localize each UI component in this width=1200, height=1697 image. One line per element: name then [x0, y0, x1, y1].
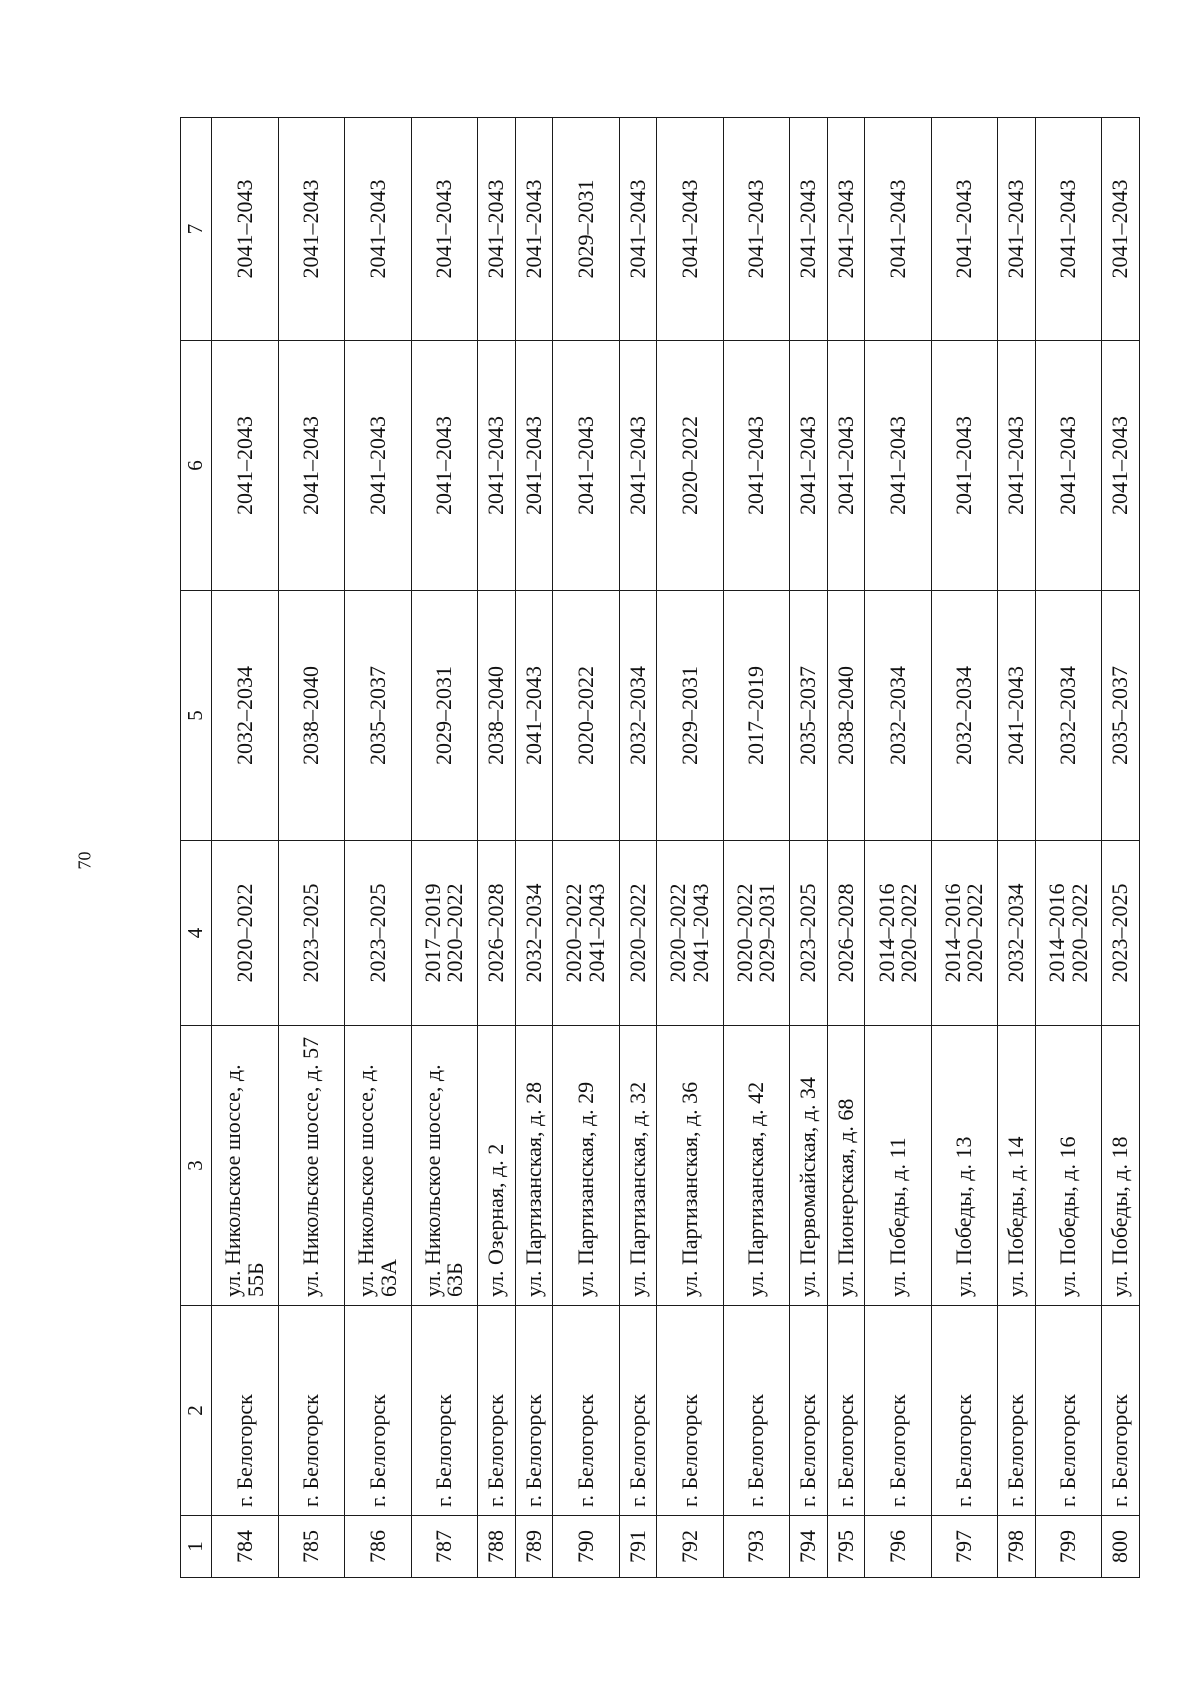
row-number-cell: 787	[411, 1516, 478, 1578]
table-row	[657, 118, 724, 1578]
period-column-6-cell: 2041–2043	[1102, 341, 1140, 591]
period-column-7-cell: 2041–2043	[278, 118, 345, 341]
city-cell: г. Белогорск	[790, 1306, 828, 1516]
address-cell: ул. Никольское шоссе, д. 57	[278, 1026, 345, 1306]
row-number-cell: 789	[515, 1516, 553, 1578]
table-row	[411, 118, 478, 1578]
address-cell: ул. Никольское шоссе, д. 63Б	[411, 1026, 478, 1306]
period-column-7-cell: 2041–2043	[827, 118, 865, 341]
period-column-4-cell: 2023–2025	[345, 841, 412, 1026]
address-cell: ул. Никольское шоссе, д. 63А	[345, 1026, 412, 1306]
city-cell: г. Белогорск	[619, 1306, 657, 1516]
row-number-cell: 799	[1035, 1516, 1102, 1578]
period-column-6-cell: 2041–2043	[515, 341, 553, 591]
address-cell: ул. Победы, д. 14	[998, 1026, 1036, 1306]
period-column-6-cell: 2041–2043	[619, 341, 657, 591]
row-number-cell: 800	[1102, 1516, 1140, 1578]
capital-repair-schedule-table	[180, 117, 1140, 1578]
period-column-6-cell: 2041–2043	[723, 341, 790, 591]
period-column-7-cell: 2041–2043	[998, 118, 1036, 341]
period-column-6-cell: 2041–2043	[478, 341, 516, 591]
table-header-row	[181, 118, 212, 1578]
period-column-4-cell: 2023–2025	[1102, 841, 1140, 1026]
table-row	[478, 118, 516, 1578]
table-row	[515, 118, 553, 1578]
address-cell: ул. Первомайская, д. 34	[790, 1026, 828, 1306]
period-column-4-cell: 2020–2022 2041–2043	[657, 841, 724, 1026]
period-column-4-cell: 2026–2028	[827, 841, 865, 1026]
period-column-7-cell: 2041–2043	[345, 118, 412, 341]
period-column-4-cell: 2020–2022 2041–2043	[553, 841, 620, 1026]
period-column-5-cell: 2017–2019	[723, 591, 790, 841]
period-column-5-cell: 2029–2031	[657, 591, 724, 841]
period-column-4-cell: 2020–2022	[212, 841, 279, 1026]
period-column-7-cell: 2041–2043	[723, 118, 790, 341]
table-row	[212, 118, 279, 1578]
column-header-6: 6	[181, 341, 212, 591]
city-cell: г. Белогорск	[998, 1306, 1036, 1516]
table-row	[827, 118, 865, 1578]
city-cell: г. Белогорск	[278, 1306, 345, 1516]
table-row	[345, 118, 412, 1578]
period-column-4-cell: 2014–2016 2020–2022	[931, 841, 998, 1026]
rotated-table-area	[180, 118, 1140, 1578]
table-row	[790, 118, 828, 1578]
city-cell: г. Белогорск	[1102, 1306, 1140, 1516]
address-cell: ул. Партизанская, д. 42	[723, 1026, 790, 1306]
city-cell: г. Белогорск	[865, 1306, 932, 1516]
city-cell: г. Белогорск	[515, 1306, 553, 1516]
period-column-5-cell: 2032–2034	[619, 591, 657, 841]
rotated-table-container	[180, 118, 1140, 1578]
period-column-7-cell: 2029–2031	[553, 118, 620, 341]
period-column-4-cell: 2014–2016 2020–2022	[865, 841, 932, 1026]
city-cell: г. Белогорск	[827, 1306, 865, 1516]
column-header-7: 7	[181, 118, 212, 341]
table-row	[278, 118, 345, 1578]
period-column-6-cell: 2041–2043	[212, 341, 279, 591]
period-column-6-cell: 2041–2043	[1035, 341, 1102, 591]
period-column-5-cell: 2032–2034	[1035, 591, 1102, 841]
period-column-4-cell: 2017–2019 2020–2022	[411, 841, 478, 1026]
address-cell: ул. Победы, д. 16	[1035, 1026, 1102, 1306]
period-column-5-cell: 2041–2043	[515, 591, 553, 841]
table-row	[1035, 118, 1102, 1578]
column-header-2: 2	[181, 1306, 212, 1516]
address-cell: ул. Партизанская, д. 29	[553, 1026, 620, 1306]
period-column-5-cell: 2038–2040	[478, 591, 516, 841]
period-column-7-cell: 2041–2043	[212, 118, 279, 341]
period-column-7-cell: 2041–2043	[790, 118, 828, 341]
period-column-7-cell: 2041–2043	[657, 118, 724, 341]
period-column-6-cell: 2041–2043	[278, 341, 345, 591]
city-cell: г. Белогорск	[345, 1306, 412, 1516]
row-number-cell: 786	[345, 1516, 412, 1578]
city-cell: г. Белогорск	[411, 1306, 478, 1516]
period-column-5-cell: 2032–2034	[865, 591, 932, 841]
column-header-3: 3	[181, 1026, 212, 1306]
period-column-4-cell: 2014–2016 2020–2022	[1035, 841, 1102, 1026]
row-number-cell: 784	[212, 1516, 279, 1578]
column-header-1: 1	[181, 1516, 212, 1578]
table-row	[723, 118, 790, 1578]
table-row	[865, 118, 932, 1578]
period-column-6-cell: 2041–2043	[865, 341, 932, 591]
period-column-6-cell: 2041–2043	[931, 341, 998, 591]
period-column-4-cell: 2032–2034	[515, 841, 553, 1026]
address-cell: ул. Никольское шоссе, д. 55Б	[212, 1026, 279, 1306]
column-header-5: 5	[181, 591, 212, 841]
address-cell: ул. Партизанская, д. 32	[619, 1026, 657, 1306]
period-column-6-cell: 2041–2043	[411, 341, 478, 591]
period-column-7-cell: 2041–2043	[1102, 118, 1140, 341]
period-column-5-cell: 2032–2034	[931, 591, 998, 841]
row-number-cell: 795	[827, 1516, 865, 1578]
city-cell: г. Белогорск	[931, 1306, 998, 1516]
period-column-5-cell: 2020–2022	[553, 591, 620, 841]
table-row	[553, 118, 620, 1578]
address-cell: ул. Победы, д. 18	[1102, 1026, 1140, 1306]
period-column-5-cell: 2032–2034	[212, 591, 279, 841]
page-number: 70	[74, 851, 95, 870]
row-number-cell: 788	[478, 1516, 516, 1578]
address-cell: ул. Озерная, д. 2	[478, 1026, 516, 1306]
period-column-5-cell: 2035–2037	[790, 591, 828, 841]
period-column-5-cell: 2035–2037	[1102, 591, 1140, 841]
row-number-cell: 794	[790, 1516, 828, 1578]
row-number-cell: 798	[998, 1516, 1036, 1578]
period-column-4-cell: 2032–2034	[998, 841, 1036, 1026]
period-column-5-cell: 2029–2031	[411, 591, 478, 841]
period-column-7-cell: 2041–2043	[411, 118, 478, 341]
column-header-4: 4	[181, 841, 212, 1026]
period-column-6-cell: 2041–2043	[998, 341, 1036, 591]
row-number-cell: 792	[657, 1516, 724, 1578]
period-column-6-cell: 2041–2043	[345, 341, 412, 591]
address-cell: ул. Пионерская, д. 68	[827, 1026, 865, 1306]
period-column-7-cell: 2041–2043	[478, 118, 516, 341]
city-cell: г. Белогорск	[212, 1306, 279, 1516]
period-column-7-cell: 2041–2043	[1035, 118, 1102, 341]
table-row	[998, 118, 1036, 1578]
period-column-5-cell: 2038–2040	[827, 591, 865, 841]
row-number-cell: 793	[723, 1516, 790, 1578]
table-row	[1102, 118, 1140, 1578]
table-row	[619, 118, 657, 1578]
period-column-5-cell: 2038–2040	[278, 591, 345, 841]
row-number-cell: 797	[931, 1516, 998, 1578]
period-column-5-cell: 2041–2043	[998, 591, 1036, 841]
city-cell: г. Белогорск	[723, 1306, 790, 1516]
period-column-4-cell: 2020–2022 2029–2031	[723, 841, 790, 1026]
period-column-7-cell: 2041–2043	[515, 118, 553, 341]
period-column-7-cell: 2041–2043	[619, 118, 657, 341]
period-column-5-cell: 2035–2037	[345, 591, 412, 841]
city-cell: г. Белогорск	[657, 1306, 724, 1516]
row-number-cell: 790	[553, 1516, 620, 1578]
address-cell: ул. Партизанская, д. 28	[515, 1026, 553, 1306]
address-cell: ул. Партизанская, д. 36	[657, 1026, 724, 1306]
period-column-4-cell: 2026–2028	[478, 841, 516, 1026]
period-column-4-cell: 2023–2025	[278, 841, 345, 1026]
address-cell: ул. Победы, д. 11	[865, 1026, 932, 1306]
period-column-7-cell: 2041–2043	[865, 118, 932, 341]
period-column-6-cell: 2020–2022	[657, 341, 724, 591]
period-column-6-cell: 2041–2043	[827, 341, 865, 591]
city-cell: г. Белогорск	[478, 1306, 516, 1516]
city-cell: г. Белогорск	[1035, 1306, 1102, 1516]
period-column-6-cell: 2041–2043	[553, 341, 620, 591]
address-cell: ул. Победы, д. 13	[931, 1026, 998, 1306]
city-cell: г. Белогорск	[553, 1306, 620, 1516]
period-column-4-cell: 2023–2025	[790, 841, 828, 1026]
period-column-6-cell: 2041–2043	[790, 341, 828, 591]
row-number-cell: 785	[278, 1516, 345, 1578]
row-number-cell: 796	[865, 1516, 932, 1578]
period-column-7-cell: 2041–2043	[931, 118, 998, 341]
period-column-4-cell: 2020–2022	[619, 841, 657, 1026]
row-number-cell: 791	[619, 1516, 657, 1578]
table-row	[931, 118, 998, 1578]
